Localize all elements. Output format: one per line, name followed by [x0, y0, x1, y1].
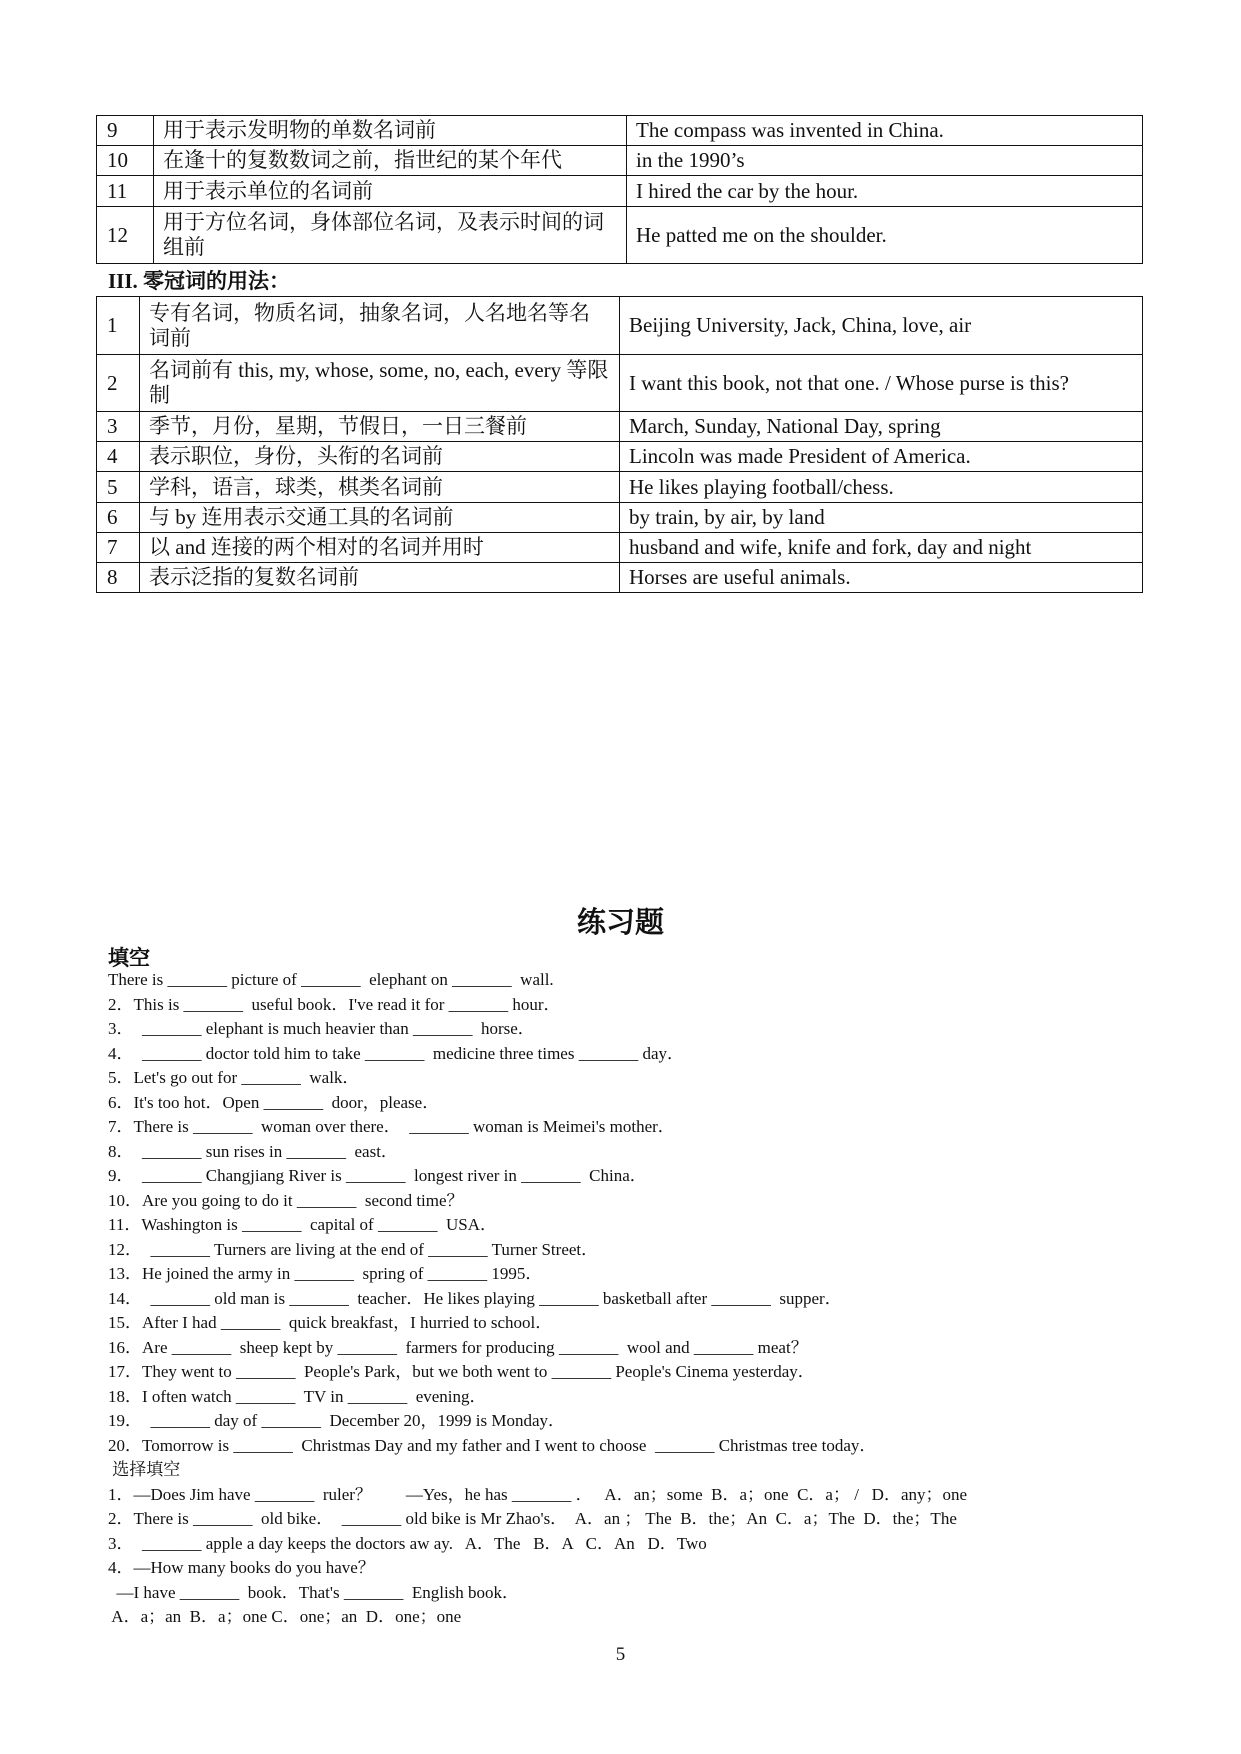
rule-cell: 名词前有 this, my, whose, some, no, each, every 等限制: [140, 355, 620, 412]
example-cell: by train, by air, by land: [620, 503, 1143, 533]
row-number: 12: [97, 207, 154, 264]
article-usage-table: [96, 115, 1143, 264]
example-cell: He patted me on the shoulder.: [627, 207, 1143, 264]
exercise-item: There is _______ picture of _______ elephant on _______ wall.: [108, 970, 554, 989]
exercise-item: 13．He joined the army in _______ spring of _______ 1995．: [108, 1264, 543, 1283]
example-cell: The compass was invented in China.: [627, 116, 1143, 146]
rule-cell: 与 by 连用表示交通工具的名词前: [140, 503, 620, 533]
table-row: [97, 472, 1143, 503]
exercise-item: 3． _______ elephant is much heavier than _______ horse．: [108, 1019, 535, 1038]
exercise-item: 18．I often watch _______ TV in _______ evening．: [108, 1386, 487, 1406]
table-row: [97, 442, 1143, 472]
table-row: [97, 355, 1143, 412]
exercise-item: 选择填空: [108, 1460, 181, 1479]
row-number: 6: [97, 503, 140, 533]
row-number: 11: [97, 176, 154, 207]
example-cell: Horses are useful animals.: [620, 563, 1143, 593]
example-cell: I hired the car by the hour.: [627, 176, 1143, 207]
table-row: [97, 563, 1143, 593]
example-cell: husband and wife, knife and fork, day and night: [620, 533, 1143, 563]
rule-cell: 在逢十的复数数词之前，指世纪的某个年代: [154, 146, 627, 176]
table-row: [97, 533, 1143, 563]
zero-article-table: [96, 296, 1143, 593]
row-number: 4: [97, 442, 140, 472]
rule-cell: 专有名词，物质名词，抽象名词，人名地名等名词前: [140, 297, 620, 355]
exercise-item: 19． _______ day of _______ December 20，1999 is Monday．: [108, 1411, 566, 1430]
exercise-item: 2．This is _______ useful book．I've read it for _______ hour．: [108, 994, 561, 1014]
rule-cell: 表示职位，身份，头衔的名词前: [140, 442, 620, 472]
rule-cell: 学科，语言，球类，棋类名词前: [140, 472, 620, 503]
exercise-item: 4．—How many books do you have？: [108, 1558, 375, 1577]
table-row: [97, 207, 1143, 264]
exercise-item: 1．—Does Jim have _______ ruler？ —Yes，he has _______ ． A．an；some B．a；one C．a； / D．any；one: [108, 1484, 968, 1504]
exercise-item: 6．It's too hot．Open _______ door，please．: [108, 1092, 440, 1112]
rule-cell: 季节，月份，星期，节假日，一日三餐前: [140, 412, 620, 442]
row-number: 7: [97, 533, 140, 563]
rule-cell: 以 and 连接的两个相对的名词并用时: [140, 533, 620, 563]
table-row: [97, 412, 1143, 442]
example-cell: in the 1990’s: [627, 146, 1143, 176]
row-number: 3: [97, 412, 140, 442]
exercise-item: 12． _______ Turners are living at the end of _______ Turner Street．: [108, 1239, 599, 1259]
exercise-item: 3． _______ apple a day keeps the doctors aw ay. A．The B．A C．An D．Two: [108, 1533, 707, 1553]
exercise-item: 2．There is _______ old bike． _______ old bike is Mr Zhao's． A．an ； The B．the；An C．a；The D．the；The: [108, 1509, 957, 1528]
exercise-item: 14． _______ old man is _______ teacher．He likes playing _______ basketball after _______ supper．: [108, 1288, 842, 1308]
table-row: [97, 146, 1143, 176]
exercise-item: 17．They went to _______ People's Park，but we both went to _______ People's Cinema yesterday．: [108, 1362, 815, 1381]
row-number: 5: [97, 472, 140, 503]
rule-cell: 表示泛指的复数名词前: [140, 563, 620, 593]
table-row: [97, 503, 1143, 533]
exercise-item: A．a；an B．a；one C．one；an D．one；one: [108, 1607, 462, 1626]
exercise-item: 5．Let's go out for _______ walk．: [108, 1068, 360, 1087]
table-row: [97, 297, 1143, 355]
example-cell: March, Sunday, National Day, spring: [620, 412, 1143, 442]
row-number: 1: [97, 297, 140, 355]
example-cell: Beijing University, Jack, China, love, air: [620, 297, 1143, 355]
row-number: 2: [97, 355, 140, 412]
fill-in-heading: 填空: [108, 946, 150, 970]
rule-cell: 用于方位名词，身体部位名词，及表示时间的词组前: [154, 207, 627, 264]
table-row: [97, 116, 1143, 146]
exercise-title: 练习题: [576, 907, 664, 939]
example-cell: I want this book, not that one. / Whose purse is this?: [620, 355, 1143, 412]
row-number: 8: [97, 563, 140, 593]
exercise-item: 7．There is _______ woman over there． _______ woman is Meimei's mother．: [108, 1117, 675, 1136]
page-number: 5: [615, 1644, 626, 1665]
exercise-item: 4． _______ doctor told him to take _______ medicine three times _______ day．: [108, 1043, 685, 1063]
row-number: 9: [97, 116, 154, 146]
rule-cell: 用于表示发明物的单数名词前: [154, 116, 627, 146]
example-cell: He likes playing football/chess.: [620, 472, 1143, 503]
rule-cell: 用于表示单位的名词前: [154, 176, 627, 207]
exercise-item: 10．Are you going to do it _______ second time？: [108, 1190, 464, 1210]
row-number: 10: [97, 146, 154, 176]
exercise-item: 15．After I had _______ quick breakfast，I hurried to school．: [108, 1313, 553, 1332]
exercise-item: 9． _______ Changjiang River is _______ longest river in _______ China．: [108, 1166, 647, 1185]
exercise-item: 11．Washington is _______ capital of _______ USA．: [108, 1215, 497, 1234]
zero-article-heading: III. 零冠词的用法：: [108, 269, 291, 293]
exercise-item: —I have _______ book．That's _______ English book．: [108, 1582, 520, 1602]
exercise-list: [108, 968, 1168, 1630]
exercise-item: 16．Are _______ sheep kept by _______ farmers for producing _______ wool and _______ meat？: [108, 1337, 808, 1357]
example-cell: Lincoln was made President of America.: [620, 442, 1143, 472]
table-row: [97, 176, 1143, 207]
exercise-item: 20．Tomorrow is _______ Christmas Day and my father and I went to choose _______ Christmas tree today．: [108, 1435, 877, 1455]
exercise-item: 8． _______ sun rises in _______ east．: [108, 1141, 398, 1161]
